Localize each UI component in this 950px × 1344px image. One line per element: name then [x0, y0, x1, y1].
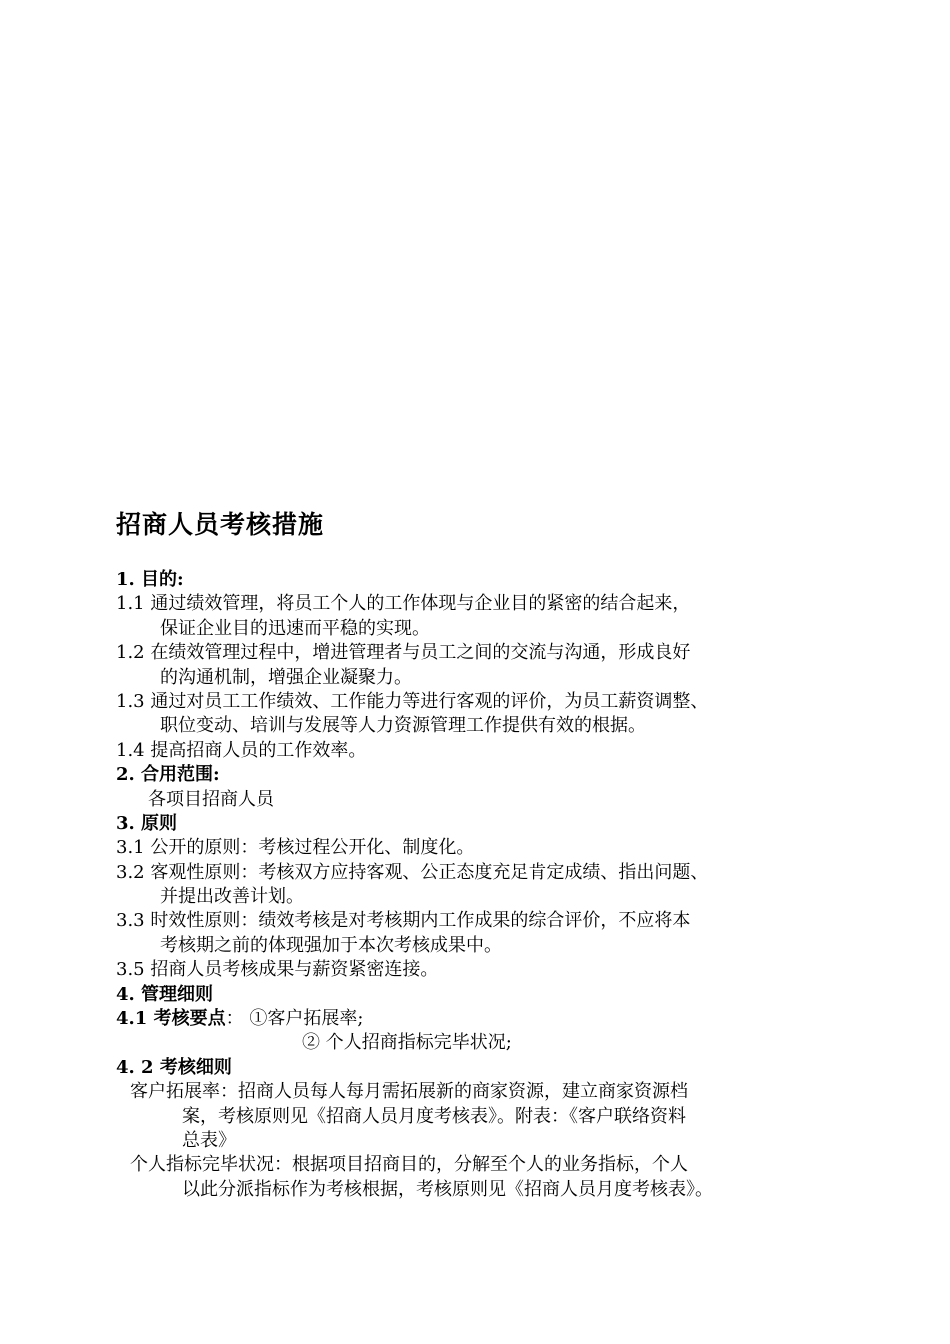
- paragraph-1-1: 1.1 通过绩效管理，将员工个人的工作体现与企业目的紧密的结合起来，: [116, 593, 691, 615]
- section-heading-4-2: 4. 2 考核细则: [116, 1056, 232, 1078]
- section-heading-purpose: 1. 目的:: [116, 569, 184, 590]
- item-customer-expansion: 客户拓展率：招商人员每人每月需拓展新的商家资源，建立商家资源档: [130, 1081, 688, 1103]
- paragraph-3-5: 3.5 招商人员考核成果与薪资紧密连接。: [116, 959, 439, 981]
- item-customer-expansion-cont-2: 总表》: [182, 1129, 236, 1151]
- item-personal-target: 个人指标完毕状况：根据项目招商目的，分解至个人的业务指标，个人: [130, 1154, 688, 1176]
- document-title: 招商人员考核措施: [116, 510, 325, 539]
- paragraph-3-3: 3.3 时效性原则：绩效考核是对考核期内工作成果的综合评价，不应将本: [116, 910, 691, 932]
- paragraph-4-1-heading: 4.1 考核要点: [116, 1008, 226, 1030]
- document-body: [116, 568, 856, 1202]
- paragraph-1-3-cont: 职位变动、培训与发展等人力资源管理工作提供有效的根据。: [160, 715, 646, 737]
- paragraph-3-3-cont: 考核期之前的体现强加于本次考核成果中。: [160, 934, 502, 956]
- paragraph-3-1: 3.1 公开的原则：考核过程公开化、制度化。: [116, 837, 475, 859]
- paragraph-1-3: 1.3 通过对员工工作绩效、工作能力等进行客观的评价，为员工薪资调整、: [116, 690, 709, 712]
- paragraph-4-1: [116, 1007, 856, 1031]
- section-heading-management: 4. 管理细则: [116, 983, 214, 1005]
- paragraph-4-1-point-2: ② 个人招商指标完毕状况;: [302, 1032, 512, 1054]
- paragraph-3-2: 3.2 客观性原则：考核双方应持客观、公正态度充足肯定成绩、指出问题、: [116, 861, 709, 883]
- paragraph-1-2: 1.2 在绩效管理过程中，增进管理者与员工之间的交流与沟通，形成良好: [116, 642, 691, 664]
- item-customer-expansion-cont-1: 案，考核原则见《招商人员月度考核表》。附表：《客户联络资料: [182, 1105, 686, 1127]
- scope-text: 各项目招商人员: [148, 788, 274, 810]
- section-heading-scope: 2. 合用范围:: [116, 764, 220, 786]
- paragraph-1-1-cont: 保证企业目的迅速而平稳的实现。: [160, 617, 430, 639]
- item-personal-target-cont: 以此分派指标作为考核根据，考核原则见《招商人员月度考核表》。: [182, 1178, 713, 1200]
- paragraph-4-1-rest: ： ①客户拓展率;: [225, 1008, 364, 1030]
- paragraph-1-2-cont: 的沟通机制，增强企业凝聚力。: [160, 666, 412, 688]
- paragraph-3-2-cont: 并提出改善计划。: [160, 886, 304, 908]
- paragraph-1-4: 1.4 提高招商人员的工作效率。: [116, 739, 367, 761]
- section-heading-principles: 3. 原则: [116, 812, 178, 834]
